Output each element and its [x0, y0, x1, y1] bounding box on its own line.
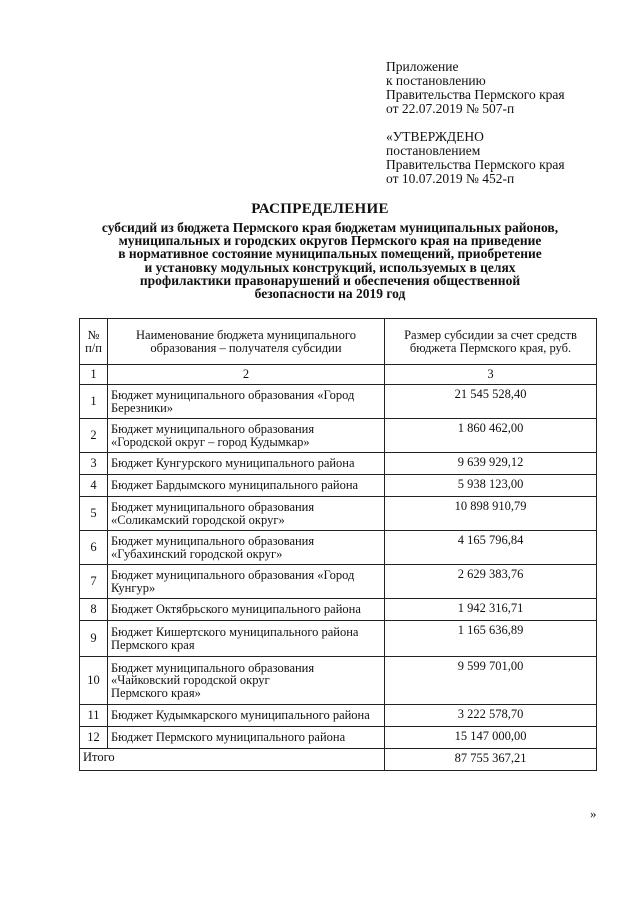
- row-name-line: Бюджет муниципального образования: [111, 500, 315, 514]
- approved-line: «УТВЕРЖДЕНО: [386, 129, 484, 144]
- approved-line: от 10.07.2019 № 452-п: [386, 171, 515, 186]
- row-name: [108, 453, 385, 475]
- row-amount: 1 860 462,00: [385, 419, 597, 453]
- table-body: [80, 385, 597, 749]
- row-amount: 9 639 929,12: [385, 453, 597, 475]
- row-name-line: Бюджет Кунгурского муниципального района: [111, 456, 355, 471]
- row-name-line: «Городской округ – город Кудымкар»: [111, 434, 310, 449]
- table-row: [80, 705, 597, 727]
- row-number: 7: [80, 565, 108, 599]
- row-name: [108, 727, 385, 749]
- row-number: 4: [80, 475, 108, 497]
- appendix-line: к постановлению: [386, 73, 486, 88]
- row-name-line: «Губахинский городской округ»: [111, 546, 283, 561]
- approved-line: Правительства Пермского края: [386, 157, 565, 172]
- row-amount: 9 599 701,00: [385, 657, 597, 705]
- column-number-row: [80, 365, 597, 385]
- row-name-line: Бюджет муниципального образования «Город: [111, 388, 355, 402]
- row-name: [108, 385, 385, 419]
- appendix-line: Приложение: [386, 59, 459, 74]
- row-name: [108, 475, 385, 497]
- row-name-line: Пермского края»: [111, 685, 201, 700]
- row-number: 12: [80, 727, 108, 749]
- table-row: [80, 419, 597, 453]
- row-name: [108, 705, 385, 727]
- column-number: 1: [80, 365, 108, 385]
- row-name: [108, 531, 385, 565]
- row-name: [108, 657, 385, 705]
- row-name-line: Бюджет муниципального образования «Город: [111, 568, 355, 582]
- subtitle-line: безопасности на 2019 год: [254, 286, 406, 302]
- column-number: 2: [108, 365, 385, 385]
- subtitle-line: муниципальных и городских округов Пермского края на приведение: [118, 233, 542, 249]
- row-name-line: Бюджет Кишертского муниципального района: [111, 625, 359, 639]
- row-number: 3: [80, 453, 108, 475]
- header-amount-line: бюджета Пермского края, руб.: [409, 340, 572, 355]
- header-name-line: образования – получателя субсидии: [150, 340, 342, 355]
- approved-block: [386, 130, 636, 186]
- column-number: 3: [385, 365, 597, 385]
- row-name-line: Бюджет муниципального образования: [111, 422, 315, 436]
- row-amount: 1 165 636,89: [385, 621, 597, 657]
- row-name: [108, 599, 385, 621]
- table-row: [80, 475, 597, 497]
- appendix-line: от 22.07.2019 № 507-п: [386, 101, 515, 116]
- subtitle-line: профилактики правонарушений и обеспечения общественной: [139, 272, 521, 288]
- subtitle-line: субсидий из бюджета Пермского края бюджетам муниципальных районов,: [101, 220, 559, 235]
- total-label: Итого: [80, 749, 385, 771]
- table-header-row: [80, 319, 597, 365]
- row-amount: 15 147 000,00: [385, 727, 597, 749]
- subtitle-line: в нормативное состояние муниципальных помещений, приобретение: [118, 246, 542, 262]
- document-title: РАСПРЕДЕЛЕНИЕ: [251, 201, 389, 217]
- subtitle-line: и установку модульных конструкций, используемых в целях: [144, 259, 516, 275]
- row-name-line: «Чайковский городской округ: [111, 673, 270, 688]
- table-row: [80, 599, 597, 621]
- row-name-line: Бюджет муниципального образования: [111, 660, 315, 675]
- table-row: [80, 727, 597, 749]
- row-number: 10: [80, 657, 108, 705]
- row-amount: 10 898 910,79: [385, 497, 597, 531]
- row-number: 6: [80, 531, 108, 565]
- row-name-line: Бюджет Кудымкарского муниципального района: [111, 708, 370, 723]
- row-name-line: Бюджет муниципального образования: [111, 534, 315, 548]
- row-name-line: Кунгур»: [111, 580, 156, 595]
- total-amount: 87 755 367,21: [385, 749, 597, 771]
- row-name: [108, 565, 385, 599]
- row-number: 1: [80, 385, 108, 419]
- document-subtitle: [30, 221, 630, 300]
- header-num-line: №: [87, 328, 100, 342]
- row-name: [108, 621, 385, 657]
- row-amount: 3 222 578,70: [385, 705, 597, 727]
- row-amount: 5 938 123,00: [385, 475, 597, 497]
- row-name-line: Бюджет Бардымского муниципального района: [111, 478, 359, 493]
- row-amount: 1 942 316,71: [385, 599, 597, 621]
- header-name-line: Наименование бюджета муниципального: [136, 328, 356, 342]
- row-name-line: «Соликамский городской округ»: [111, 512, 285, 527]
- table-row: [80, 621, 597, 657]
- table-row: [80, 657, 597, 705]
- row-number: 9: [80, 621, 108, 657]
- header-num-line: п/п: [85, 340, 102, 355]
- row-amount: 21 545 528,40: [385, 385, 597, 419]
- row-number: 8: [80, 599, 108, 621]
- appendix-line: Правительства Пермского края: [386, 87, 565, 102]
- row-amount: 4 165 796,84: [385, 531, 597, 565]
- total-row: [80, 749, 597, 771]
- row-name-line: Пермского края: [111, 637, 195, 652]
- header-amount-line: Размер субсидии за счет средств: [404, 328, 577, 342]
- table-row: [80, 453, 597, 475]
- row-number: 11: [80, 705, 108, 727]
- header-amount: [385, 319, 597, 365]
- row-amount: 2 629 383,76: [385, 565, 597, 599]
- row-number: 5: [80, 497, 108, 531]
- table-row: [80, 531, 597, 565]
- table-row: [80, 497, 597, 531]
- approved-line: постановлением: [386, 143, 481, 158]
- row-name: [108, 419, 385, 453]
- table-row: [80, 385, 597, 419]
- closing-quote: »: [590, 806, 597, 821]
- row-number: 2: [80, 419, 108, 453]
- row-name-line: Бюджет Октябрьского муниципального района: [111, 602, 361, 617]
- header-name: [108, 319, 385, 365]
- row-name: [108, 497, 385, 531]
- table-row: [80, 565, 597, 599]
- subsidy-table: [79, 318, 597, 771]
- row-name-line: Бюджет Пермского муниципального района: [111, 730, 346, 745]
- appendix-block: [386, 60, 636, 116]
- header-num: [80, 319, 108, 365]
- row-name-line: Березники»: [111, 400, 174, 415]
